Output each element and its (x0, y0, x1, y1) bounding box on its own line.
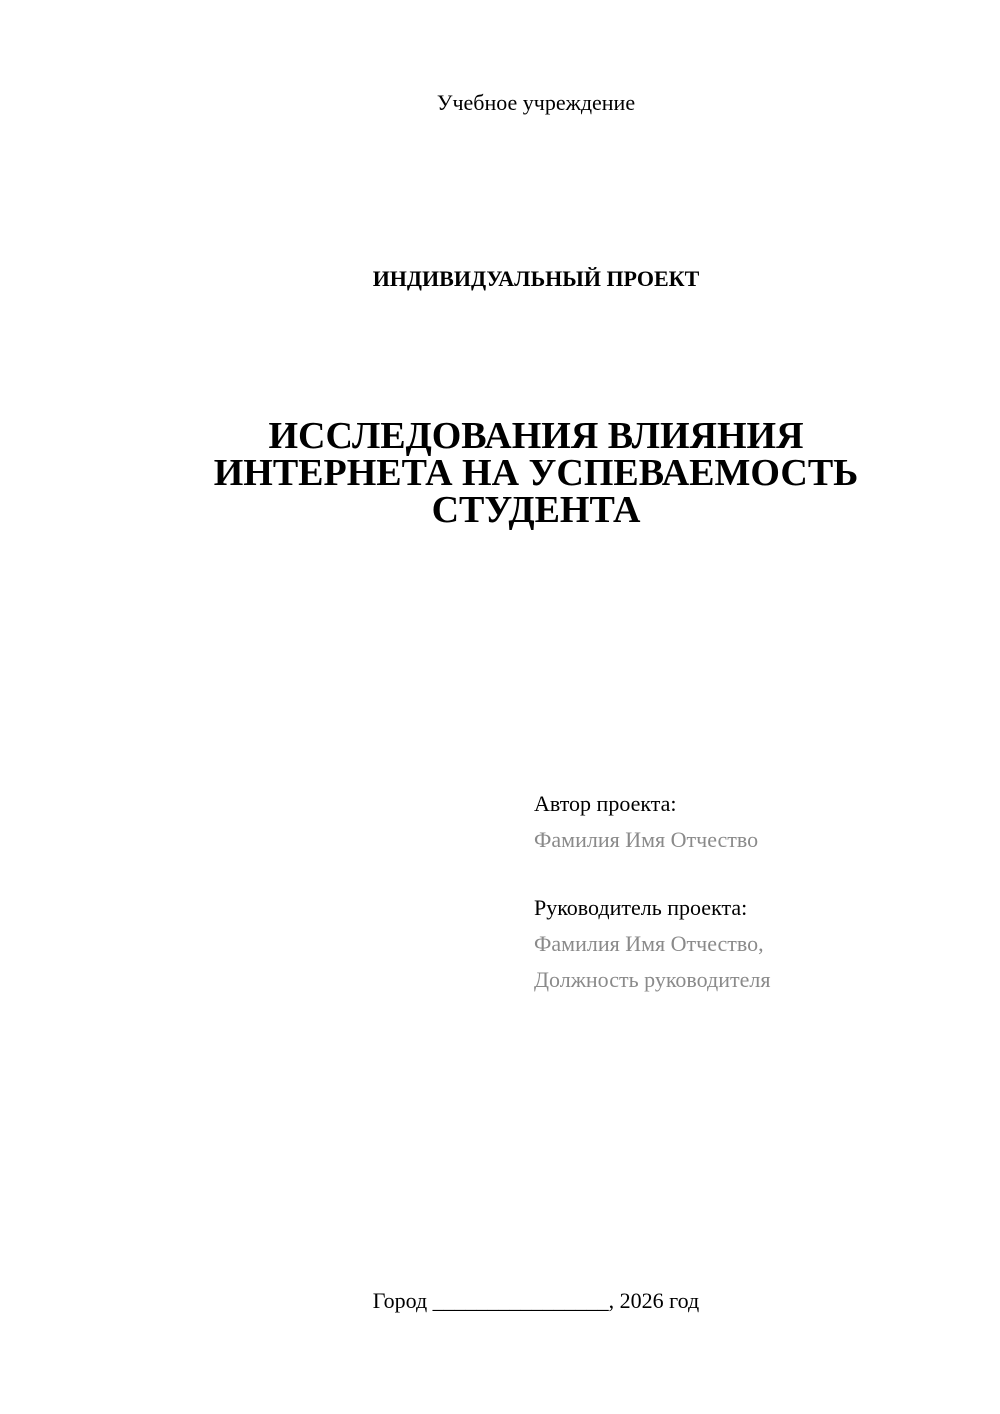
credits-block (534, 786, 770, 998)
document-type: ИНДИВИДУАЛЬНЫЙ ПРОЕКТ (372, 266, 700, 291)
supervisor-position: Должность руководителя (534, 967, 771, 992)
project-title-line-3: СТУДЕНТА (431, 489, 641, 531)
supervisor-name: Фамилия Имя Отчество, (534, 931, 764, 956)
author-name: Фамилия Имя Отчество (534, 827, 759, 852)
project-title-line-2: ИНТЕРНЕТА НА УСПЕВАЕМОСТЬ (213, 452, 859, 494)
supervisor-label: Руководитель проекта: (534, 895, 748, 920)
institution-name: Учебное учреждение (436, 90, 636, 115)
project-title (0, 415, 1000, 531)
city-year-line: Город ________________, 2026 год (372, 1288, 700, 1313)
project-title-line-1: ИССЛЕДОВАНИЯ ВЛИЯНИЯ (268, 415, 804, 457)
author-label: Автор проекта: (534, 791, 677, 816)
